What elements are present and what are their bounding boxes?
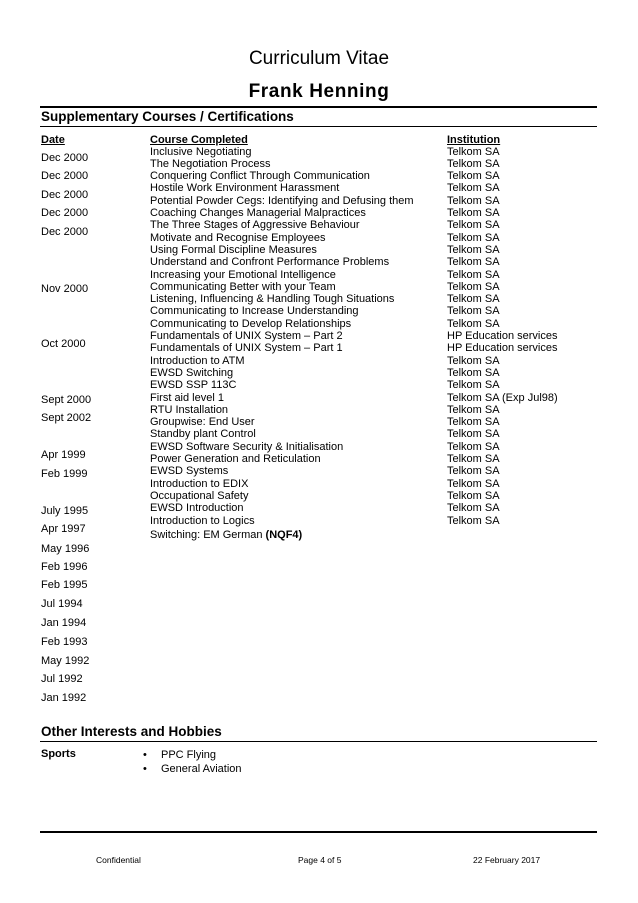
interest-item: General Aviation bbox=[161, 763, 242, 775]
document-title: Curriculum Vitae bbox=[248, 48, 390, 69]
course-name: Fundamentals of UNIX System – Part 2 bbox=[150, 330, 343, 342]
column-header-institution: Institution bbox=[447, 134, 501, 146]
date-entry: May 1992 bbox=[41, 655, 90, 667]
interests-section-heading: Other Interests and Hobbies bbox=[41, 724, 222, 739]
date-entry: Dec 2000 bbox=[41, 226, 89, 238]
date-entry: Apr 1997 bbox=[41, 523, 86, 535]
course-name: Conquering Conflict Through Communication bbox=[150, 170, 370, 183]
institution-name: Telkom SA bbox=[447, 379, 500, 392]
course-name: Hostile Work Environment Harassment bbox=[150, 182, 340, 195]
course-name: Understand and Confront Performance Problems bbox=[150, 256, 390, 269]
institution-name: Telkom SA bbox=[447, 170, 500, 183]
date-entry: Feb 1995 bbox=[41, 579, 88, 591]
institution-name: Telkom SA bbox=[447, 465, 500, 478]
person-name: Frank Henning bbox=[248, 81, 390, 102]
column-header-date: Date bbox=[41, 134, 65, 146]
date-entry: Jul 1994 bbox=[41, 598, 83, 610]
date-entry: July 1995 bbox=[41, 505, 89, 517]
institution-name: Telkom SA bbox=[447, 305, 500, 318]
institution-name: Telkom SA bbox=[447, 268, 500, 281]
course-name: Communicating to Develop Relationships bbox=[150, 317, 352, 330]
date-entry: Feb 1999 bbox=[41, 468, 88, 480]
course-name: EWSD Systems bbox=[150, 465, 229, 478]
course-name: The Three Stages of Aggressive Behaviour bbox=[150, 219, 360, 232]
institution-name: Telkom SA bbox=[447, 243, 500, 256]
institution-name: Telkom SA bbox=[447, 366, 500, 379]
date-entry: Dec 2000 bbox=[41, 207, 89, 219]
course-name: Communicating to Increase Understanding bbox=[150, 305, 359, 318]
date-entry: May 1996 bbox=[41, 543, 90, 555]
institution-name: Telkom SA bbox=[447, 416, 500, 429]
institution-name: HP Education services bbox=[447, 330, 558, 342]
course-name: Fundamentals of UNIX System – Part 1 bbox=[150, 342, 343, 355]
course-name: Communicating Better with your Team bbox=[150, 280, 336, 293]
course-name: Inclusive Negotiating bbox=[150, 145, 252, 158]
institution-name: HP Education services bbox=[447, 342, 558, 355]
institution-name: Telkom SA bbox=[447, 280, 500, 293]
institution-name: Telkom SA bbox=[447, 207, 500, 219]
date-entry: Sept 2000 bbox=[41, 394, 92, 406]
institution-name: Telkom SA bbox=[447, 453, 500, 465]
interests-heading-divider bbox=[40, 741, 597, 742]
footer-divider bbox=[40, 831, 597, 833]
institution-name: Telkom SA bbox=[447, 256, 500, 269]
course-name: Switching: EM German bbox=[150, 529, 266, 541]
institution-name: Telkom SA bbox=[447, 403, 500, 416]
date-entry: Jan 1992 bbox=[41, 692, 87, 704]
course-name: Coaching Changes Managerial Malpractices bbox=[150, 207, 366, 219]
course-name: First aid level 1 bbox=[150, 391, 224, 404]
institution-name: Telkom SA bbox=[447, 477, 500, 490]
courses-heading-divider bbox=[40, 126, 597, 127]
course-name: Motivate and Recognise Employees bbox=[150, 231, 326, 244]
date-entry: Sept 2002 bbox=[41, 412, 92, 424]
course-qualification: (NQF4) bbox=[265, 529, 303, 541]
institution-name: Telkom SA bbox=[447, 145, 500, 158]
interest-item: PPC Flying bbox=[161, 749, 217, 761]
course-name: Standby plant Control bbox=[150, 428, 256, 441]
institution-name: Telkom SA bbox=[447, 428, 500, 441]
institution-name: Telkom SA bbox=[447, 182, 500, 195]
date-entry: Oct 2000 bbox=[41, 338, 86, 350]
column-header-course: Course Completed bbox=[150, 134, 248, 146]
course-name: Introduction to EDIX bbox=[150, 477, 249, 490]
course-name: Potential Powder Cegs: Identifying and Defusing them bbox=[150, 194, 414, 207]
course-name: Introduction to ATM bbox=[150, 354, 245, 367]
date-entry: Dec 2000 bbox=[41, 170, 89, 182]
institution-name: Telkom SA (Exp Jul98) bbox=[447, 391, 558, 404]
institution-name: Telkom SA bbox=[447, 231, 500, 244]
institution-name: Telkom SA bbox=[447, 157, 500, 170]
institution-name: Telkom SA bbox=[447, 489, 500, 502]
course-name: Power Generation and Reticulation bbox=[150, 453, 321, 465]
date-entry: Feb 1996 bbox=[41, 561, 88, 573]
institution-name: Telkom SA bbox=[447, 354, 500, 367]
institution-name: Telkom SA bbox=[447, 317, 500, 330]
course-name: RTU Installation bbox=[150, 403, 229, 416]
date-entry: Jan 1994 bbox=[41, 617, 87, 629]
footer-date: 22 February 2017 bbox=[473, 855, 541, 865]
course-name: EWSD Introduction bbox=[150, 502, 244, 515]
institution-name: Telkom SA bbox=[447, 194, 500, 207]
date-entry: Apr 1999 bbox=[41, 449, 86, 461]
course-name: Occupational Safety bbox=[150, 489, 249, 502]
date-entry: Jul 1992 bbox=[41, 673, 83, 685]
bullet-icon: • bbox=[143, 763, 147, 775]
sports-label: Sports bbox=[41, 748, 76, 760]
course-name: Introduction to Logics bbox=[150, 514, 255, 527]
institution-name: Telkom SA bbox=[447, 502, 500, 515]
institution-name: Telkom SA bbox=[447, 293, 500, 306]
course-name: Using Formal Discipline Measures bbox=[150, 243, 317, 256]
institution-name: Telkom SA bbox=[447, 514, 500, 527]
course-name: EWSD Software Security & Initialisation bbox=[150, 440, 344, 453]
footer-page-number: Page 4 of 5 bbox=[298, 855, 342, 865]
title-divider bbox=[40, 106, 597, 108]
course-name: Increasing your Emotional Intelligence bbox=[150, 268, 336, 281]
courses-section-heading: Supplementary Courses / Certifications bbox=[41, 109, 294, 124]
course-name: Listening, Influencing & Handling Tough Situations bbox=[150, 293, 395, 306]
course-name: EWSD Switching bbox=[150, 366, 234, 379]
date-entry: Dec 2000 bbox=[41, 189, 89, 201]
course-name: The Negotiation Process bbox=[150, 157, 271, 170]
date-entry: Feb 1993 bbox=[41, 636, 88, 648]
footer-confidential: Confidential bbox=[96, 855, 141, 865]
course-name: Groupwise: End User bbox=[150, 416, 255, 429]
institution-name: Telkom SA bbox=[447, 440, 500, 453]
date-entry: Dec 2000 bbox=[41, 152, 89, 164]
institution-name: Telkom SA bbox=[447, 219, 500, 232]
bullet-icon: • bbox=[143, 749, 147, 761]
date-entry: Nov 2000 bbox=[41, 283, 89, 295]
course-row-last bbox=[150, 529, 302, 541]
course-name: EWSD SSP 113C bbox=[150, 379, 237, 392]
